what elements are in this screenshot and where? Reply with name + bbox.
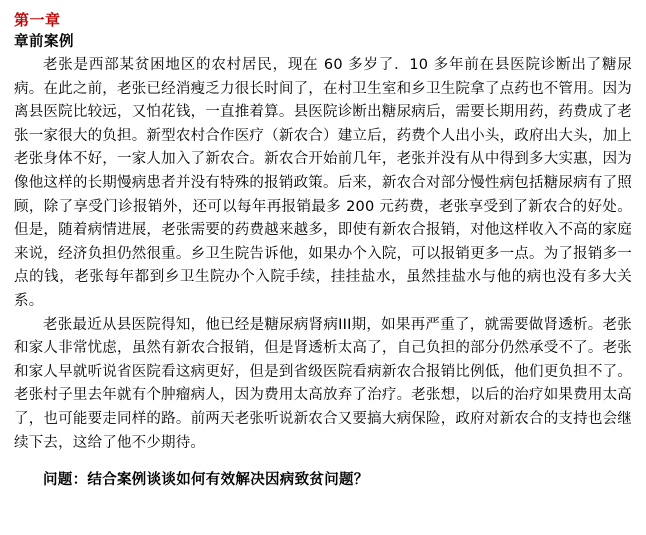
case-paragraph-1: 老张是西部某贫困地区的农村居民，现在 60 多岁了．10 多年前在县医院诊断出了糖尿病。在此之前，老张已经消瘦乏力很长时间了，在村卫生室和乡卫生院拿了点药也不管用。因为离县医院比较远，又怕花钱，一直推着算。县医院诊断出糖尿病后，需要长期用药，药费成了老张一家很大的负担。新型农村合作医疗（新农合）建立后，药费个人出小头，政府出大头，加上老张身体不好，一家人加入了新农合。新农合开始前几年，老张并没有从中得到多大实惠，因为像他这样的长期慢病患者并没有特殊的报销政策。后来，新农合对部分慢性病包括糖尿病有了照顾，除了享受门诊报销外，还可以每年再报销最多 200 元药费，老张享受到了新农合的好处。但是，随着病情进展，老张需要的药费越来越多，即使有新农合报销，对他这样收入不高的家庭来说，经济负担仍然很重。乡卫生院告诉他，如果办个入院，可以报销更多一点。为了报销多一点的钱，老张每年都到乡卫生院办个入院手续，挂挂盐水，虽然挂盐水与他的病也没有多大关系。 xyxy=(14,57,632,309)
chapter-title: 第一章 xyxy=(14,11,61,29)
case-question: 问题：结合案例谈谈如何有效解决因病致贫问题？ xyxy=(43,472,369,489)
case-paragraph-2: 老张最近从县医院得知，他已经是糖尿病肾病III期，如果再严重了，就需要做肾透析。老张和家人非常忧虑，虽然有新农合报销，但是肾透析太高了，自己负担的部分仍然承受不了。老张和家人早就听说省医院看这病更好，但是到省级医院看病新农合报销比例低，他们更负担不了。老张村子里去年就有个肿瘤病人，因为费用太高放弃了治疗。老张想，以后的治疗如果费用太高了，也可能要走同样的路。前两天老张听说新农合又要搞大病保险，政府对新农合的支持也会继续下去，这给了他不少期待。 xyxy=(14,316,632,451)
section-title: 章前案例 xyxy=(14,34,74,50)
